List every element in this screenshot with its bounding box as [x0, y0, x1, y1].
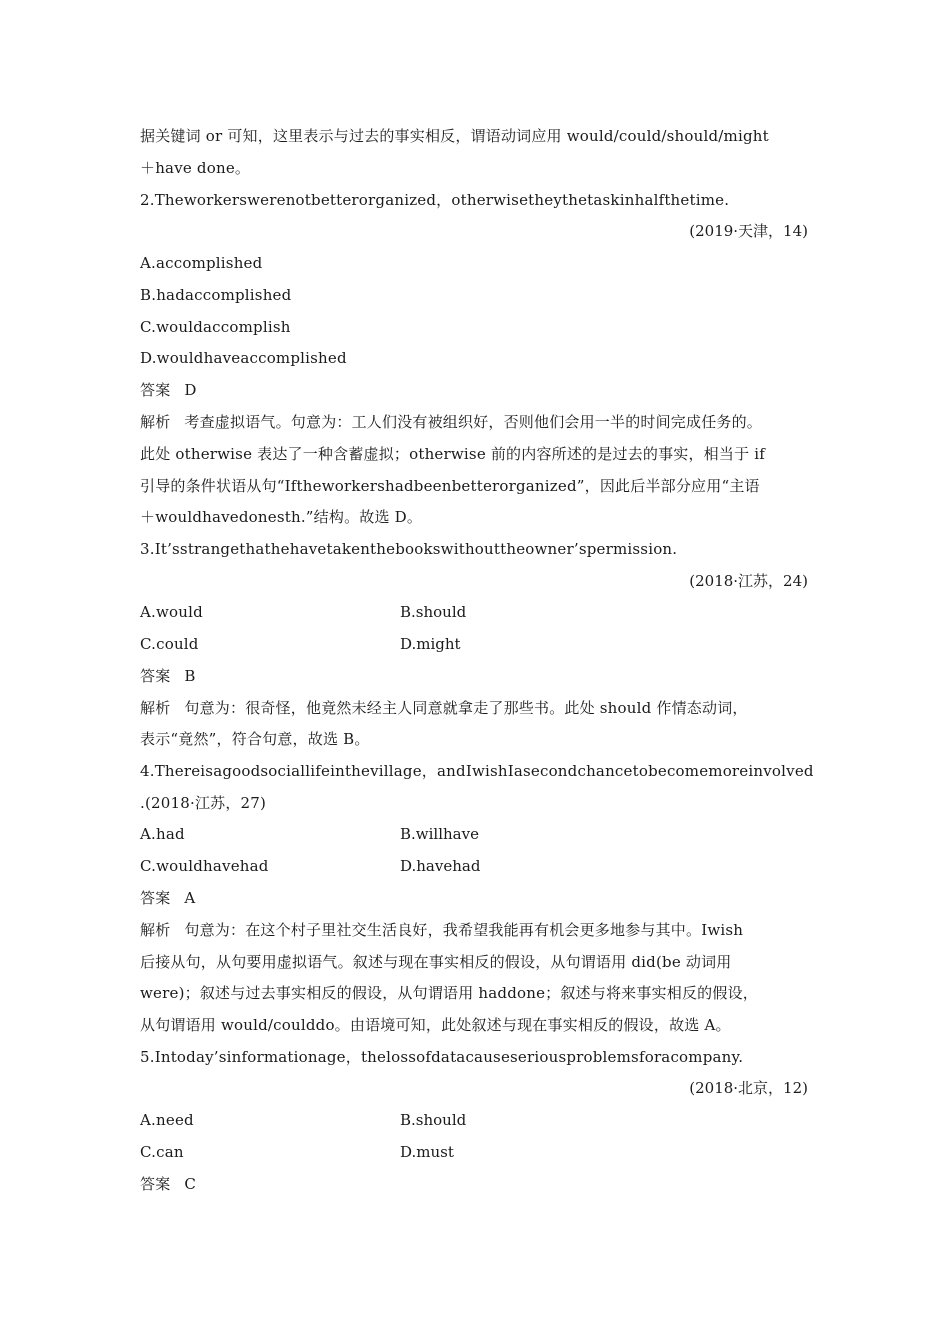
analysis-text: 考查虚拟语气。句意为：工人们没有被组织好，否则他们会用一半的时间完成任务的。 — [184, 413, 763, 431]
q3-analysis-line-2: 表示“竟然”，符合句意，故选 B。 — [140, 730, 370, 748]
q3-answer — [140, 666, 196, 686]
q3-source: (2018·江苏，24) — [689, 572, 808, 590]
q4-analysis-line-3: were)；叙述与过去事实相反的假设，从句谓语用 haddone；叙述与将来事实相反的假设， — [140, 984, 758, 1002]
q3-option-a: A.would — [140, 603, 203, 621]
q5-stem: 5.Intoday’sinformationage，thelossofdatacauseseriousproblemsforacompany. — [140, 1048, 744, 1066]
answer-value: A — [184, 889, 196, 907]
q3-option-d: D.might — [400, 635, 461, 653]
q5-source: (2018·北京，12) — [689, 1079, 808, 1097]
q2-option-b: B.hadaccomplished — [140, 286, 292, 304]
intro-text-line-2: ＋have done。 — [140, 159, 251, 177]
q4-option-d: D.havehad — [400, 857, 481, 875]
q4-option-b: B.willhave — [400, 825, 479, 843]
analysis-label: 解析 — [140, 699, 171, 717]
q4-option-a: A.had — [140, 825, 185, 843]
answer-label: 答案 — [140, 667, 171, 685]
analysis-label: 解析 — [140, 413, 171, 431]
q2-analysis-line-4: ＋wouldhavedonesth.”结构。故选 D。 — [140, 508, 423, 526]
q5-option-d: D.must — [400, 1143, 454, 1161]
q2-answer — [140, 380, 197, 400]
q3-option-b: B.should — [400, 603, 467, 621]
q3-analysis-line-1 — [140, 698, 748, 718]
analysis-text: 句意为：在这个村子里社交生活良好，我希望我能再有机会更多地参与其中。Iwish — [184, 921, 744, 939]
answer-label: 答案 — [140, 381, 171, 399]
q4-analysis-line-2: 后接从句，从句要用虚拟语气。叙述与现在事实相反的假设，从句谓语用 did(be 动词用 — [140, 953, 732, 971]
q2-analysis-line-3: 引导的条件状语从句“Iftheworkershadbeenbetterorganized”，因此后半部分应用“主语 — [140, 477, 760, 495]
intro-text-line-1: 据关键词 or 可知，这里表示与过去的事实相反，谓语动词应用 would/could/should/might — [140, 127, 769, 145]
q5-answer — [140, 1174, 196, 1194]
q4-analysis-line-4: 从句谓语用 would/coulddo。由语境可知，此处叙述与现在事实相反的假设，故选 A。 — [140, 1016, 731, 1034]
q3-stem: 3.It’sstrangethathehavetakenthebookswithouttheowner’spermission. — [140, 540, 678, 558]
answer-value: D — [184, 381, 197, 399]
q2-option-d: D.wouldhaveaccomplished — [140, 349, 347, 367]
answer-value: C — [184, 1175, 197, 1193]
q4-answer — [140, 888, 195, 908]
q2-source: (2019·天津，14) — [689, 222, 808, 240]
analysis-label: 解析 — [140, 921, 171, 939]
q4-option-c: C.wouldhavehad — [140, 857, 269, 875]
answer-label: 答案 — [140, 1175, 171, 1193]
q2-analysis-line-2: 此处 otherwise 表达了一种含蓄虚拟；otherwise 前的内容所述的是过去的事实，相当于 if — [140, 445, 765, 463]
q2-analysis-line-1 — [140, 412, 762, 432]
q3-option-c: C.could — [140, 635, 199, 653]
answer-label: 答案 — [140, 889, 171, 907]
q5-option-c: C.can — [140, 1143, 184, 1161]
q5-option-a: A.need — [140, 1111, 194, 1129]
q2-option-c: C.wouldaccomplish — [140, 318, 291, 336]
q4-stem-source: .(2018·江苏，27) — [140, 794, 267, 812]
q4-stem: 4.Thereisagoodsociallifeinthevillage，andIwishIasecondchancetobecomemoreinvolved — [140, 762, 814, 780]
q2-option-a: A.accomplished — [140, 254, 263, 272]
q4-analysis-line-1 — [140, 920, 743, 940]
q5-option-b: B.should — [400, 1111, 467, 1129]
q2-stem: 2.Theworkerswerenotbetterorganized，otherwisetheythetaskinhalfthetime. — [140, 191, 730, 209]
analysis-text: 句意为：很奇怪，他竟然未经主人同意就拿走了那些书。此处 should 作情态动词， — [184, 699, 748, 717]
answer-value: B — [184, 667, 196, 685]
